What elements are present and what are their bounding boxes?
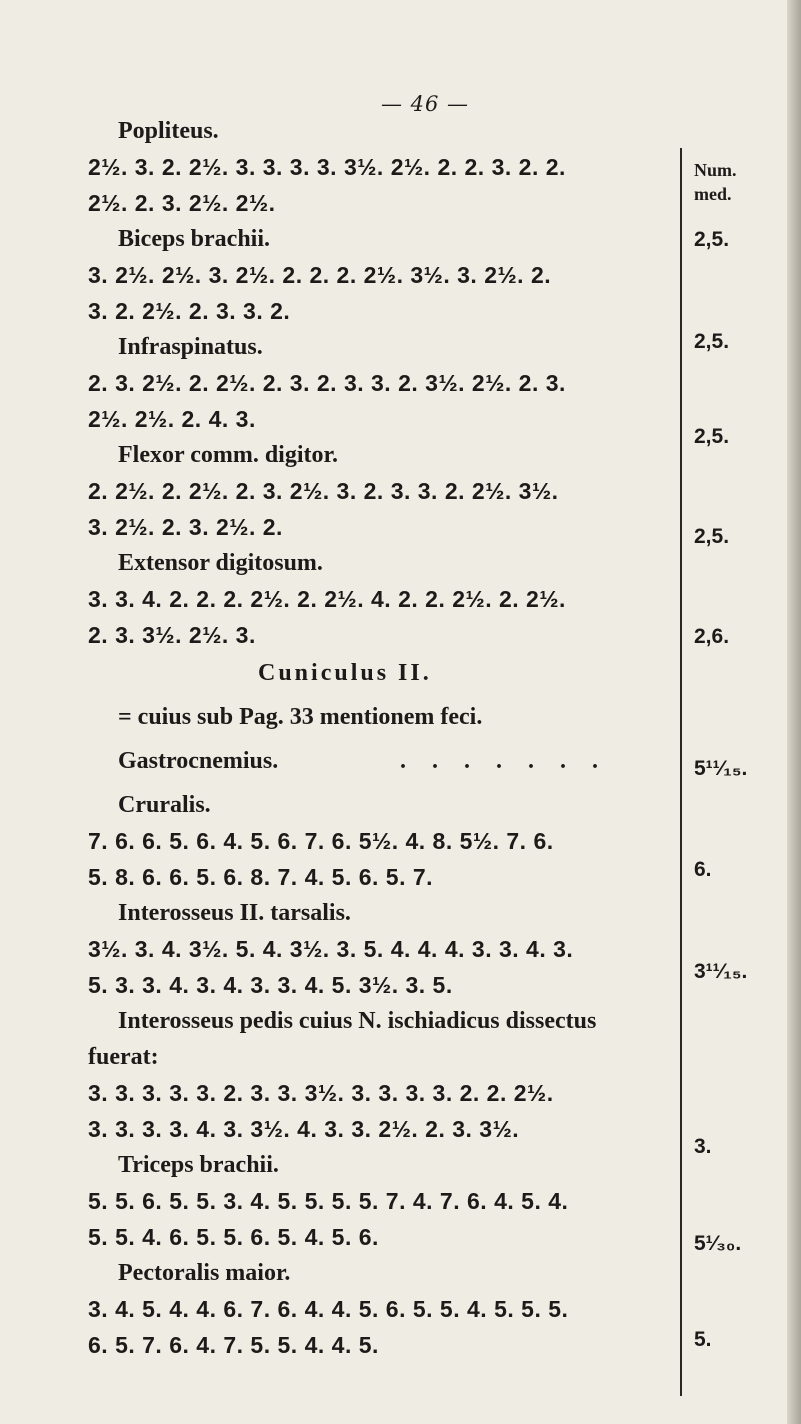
section-title: Triceps brachii.	[118, 1152, 279, 1178]
median-value: 5¹⁄₃₀.	[694, 1232, 742, 1255]
data-line: 3½. 3. 4. 3½. 5. 4. 3½. 3. 5. 4. 4. 4. 3. 3. 4. 3.	[88, 936, 574, 962]
median-value: 2,5.	[694, 330, 730, 353]
data-line: 3. 2½. 2. 3. 2½. 2.	[88, 514, 283, 540]
data-line: 2. 3. 2½. 2. 2½. 2. 3. 2. 3. 3. 2. 3½. 2½. 2. 3.	[88, 370, 566, 396]
median-value: 2,5.	[694, 228, 730, 251]
median-value: 5.	[694, 1328, 712, 1351]
data-line: 3. 4. 5. 4. 4. 6. 7. 6. 4. 4. 5. 6. 5. 5. 4. 5. 5. 5.	[88, 1296, 569, 1322]
data-line: 5. 3. 3. 4. 3. 4. 3. 3. 4. 5. 3½. 3. 5.	[88, 972, 453, 998]
data-line: 2½. 3. 2. 2½. 3. 3. 3. 3. 3½. 2½. 2. 2. 3. 2. 2.	[88, 154, 566, 180]
data-line: 2. 3. 3½. 2½. 3.	[88, 622, 256, 648]
page-number: — 46 —	[380, 92, 470, 116]
data-line: 5. 5. 4. 6. 5. 5. 6. 5. 4. 5. 6.	[88, 1224, 379, 1250]
data-line: 5. 8. 6. 6. 5. 6. 8. 7. 4. 5. 6. 5. 7.	[88, 864, 434, 890]
median-value: 5¹¹⁄₁₅.	[694, 757, 748, 780]
leader-dots: . . . . . . .	[400, 748, 608, 774]
page-edge	[787, 0, 801, 1424]
data-line: 7. 6. 6. 5. 6. 4. 5. 6. 7. 6. 5½. 4. 8. 5½. 7. 6.	[88, 828, 554, 854]
data-line: 2½. 2. 3. 2½. 2½.	[88, 190, 276, 216]
section-title: Pectoralis maior.	[118, 1260, 291, 1286]
section-title: Interosseus II. tarsalis.	[118, 900, 351, 926]
section-title: Cruralis.	[118, 792, 211, 818]
median-value: 6.	[694, 858, 712, 881]
section-title: Extensor digitosum.	[118, 550, 323, 576]
column-header-med: med.	[694, 184, 732, 204]
data-line: 3. 2. 2½. 2. 3. 3. 2.	[88, 298, 291, 324]
median-value: 2,5.	[694, 525, 730, 548]
data-line: 3. 2½. 2½. 3. 2½. 2. 2. 2. 2½. 3½. 3. 2½. 2.	[88, 262, 552, 288]
section-title: Flexor comm. digitor.	[118, 442, 338, 468]
section-title: Popliteus.	[118, 118, 219, 144]
section-title: Gastrocnemius.	[118, 748, 279, 774]
column-header-num: Num.	[694, 160, 737, 180]
median-value: 2,6.	[694, 625, 730, 648]
median-value: 2,5.	[694, 425, 730, 448]
data-line: 3. 3. 3. 3. 3. 2. 3. 3. 3½. 3. 3. 3. 3. 2. 2. 2½.	[88, 1080, 554, 1106]
section-title: Infraspinatus.	[118, 334, 263, 360]
data-line: 3. 3. 3. 3. 4. 3. 3½. 4. 3. 3. 2½. 2. 3. 3½.	[88, 1116, 520, 1142]
section-title: Biceps brachii.	[118, 226, 271, 252]
data-line: 3. 3. 4. 2. 2. 2. 2½. 2. 2½. 4. 2. 2. 2½. 2. 2½.	[88, 586, 566, 612]
data-line: 2½. 2½. 2. 4. 3.	[88, 406, 256, 432]
data-line: 6. 5. 7. 6. 4. 7. 5. 5. 4. 4. 5.	[88, 1332, 379, 1358]
median-value: 3¹¹⁄₁₅.	[694, 960, 748, 983]
data-line: 2. 2½. 2. 2½. 2. 3. 2½. 3. 2. 3. 3. 2. 2½. 3½.	[88, 478, 559, 504]
section-title: Interosseus pedis cuius N. ischiadicus dissectus	[118, 1008, 597, 1034]
data-line: 5. 5. 6. 5. 5. 3. 4. 5. 5. 5. 5. 7. 4. 7. 6. 4. 5. 4.	[88, 1188, 569, 1214]
median-value: 3.	[694, 1135, 712, 1158]
cross-reference-note: = cuius sub Pag. 33 mentionem feci.	[118, 704, 483, 730]
subject-heading: Cuniculus II.	[258, 660, 432, 686]
section-title-continued: fuerat:	[88, 1044, 159, 1070]
column-rule	[680, 148, 682, 1396]
